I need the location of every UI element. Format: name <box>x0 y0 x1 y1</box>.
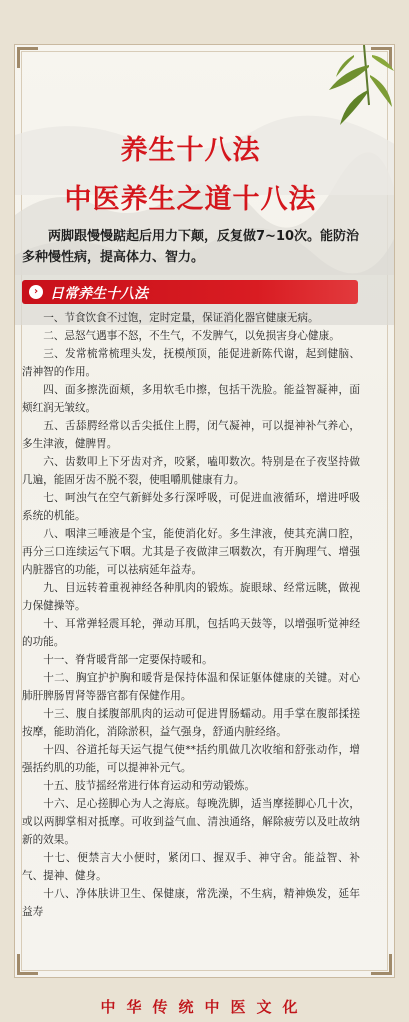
list-item: 十、耳常弹轻震耳轮，弹动耳肌，包括呜天鼓等，以增强听觉神经的功能。 <box>22 618 360 648</box>
list-item: 六、齿数叩上下牙齿对齐，咬紧，嗑叩数次。特别是在子夜坚持做几遍，能固牙齿不脱不裂，使咀嚼肌健康有力。 <box>22 456 360 486</box>
intro-text: 两脚跟慢慢踮起后用力下颠，反复做7~10次。能防治多种慢性病，提高体力、智力。 <box>22 229 360 265</box>
list-item: 一、节食饮食不过饱，定时定量，保证消化器官健康无病。 <box>43 312 319 324</box>
section-header <box>22 280 358 304</box>
list-item: 十一、脊背暖背部一定要保持暖和。 <box>43 654 213 666</box>
list-item: 八、咽津三唾液是个宝，能使消化好。多生津液，使其充满口腔，再分三口连续运气下咽。尤其是子夜做津三咽数次，有开胸理气、增强内脏器官的功能，可以祛病延年益寿。 <box>22 528 360 576</box>
list-item: 十八、净体肤讲卫生、保健康，常洗澡，不生病，精神焕发，延年益寿 <box>22 888 360 918</box>
list-item: 十四、谷道托每天运气提气使**括约肌做几次收缩和舒张动作，增强括约肌的功能，可以提神补元气。 <box>22 744 360 774</box>
footer-slogan: 中华传统中医文化 <box>100 998 309 1016</box>
page-title: 养生十八法 <box>120 135 261 166</box>
list-item: 四、面多擦洗面颊，多用软毛巾擦，包括干洗脸。能益智凝神，面颊红润无皱纹。 <box>22 384 360 414</box>
item-list <box>22 309 360 921</box>
corner-ornament <box>371 954 392 975</box>
list-item: 五、舌舔腭经常以舌尖抵住上腭，闭气凝神，可以提神补气养心，多生津液，健脾胃。 <box>22 420 360 450</box>
list-item: 二、忌怒气遇事不怒，不生气，不发脾气，以免损害身心健康。 <box>43 330 340 342</box>
list-item: 七、呵浊气在空气新鲜处多行深呼吸，可促进血液循环，增进呼吸系统的机能。 <box>22 492 360 522</box>
list-item: 十二、胸宜护护胸和暖背是保持体温和保证躯体健康的关键。对心肺肝脾肠胃肾等器官都有保健作用。 <box>22 672 360 702</box>
list-item: 十三、腹自揉腹部肌肉的运动可促进胃肠蠕动。用手掌在腹部揉搓按摩，能助消化，消除淤积，益气强身，舒通内脏经络。 <box>22 708 360 738</box>
list-item: 十七、便禁言大小便时，紧闭口、握双手、神守舍。能益智、补气、提神、健身。 <box>22 852 360 882</box>
corner-ornament <box>17 954 38 975</box>
list-item: 十五、肢节摇经常进行体育运动和劳动锻炼。 <box>43 780 256 792</box>
page-subtitle: 中医养生之道十八法 <box>64 184 317 215</box>
list-item: 三、发常梳常梳理头发，抚模颅顶，能促进新陈代谢，起到健脑、清神智的作用。 <box>22 348 360 378</box>
chevron-right-icon: › <box>29 285 43 299</box>
section-title: 日常养生十八法 <box>50 286 148 302</box>
list-item: 九、目远转着重视神经各种肌肉的锻炼。旋眼球、经常远眺，做视力保健操等。 <box>22 582 360 612</box>
list-item: 十六、足心搓脚心为人之海底。每晚洗脚，适当摩搓脚心几十次，或以两脚掌相对抵摩。可收到益气血、清浊通络，解除疲劳以及吐故纳新的效果。 <box>22 798 360 846</box>
